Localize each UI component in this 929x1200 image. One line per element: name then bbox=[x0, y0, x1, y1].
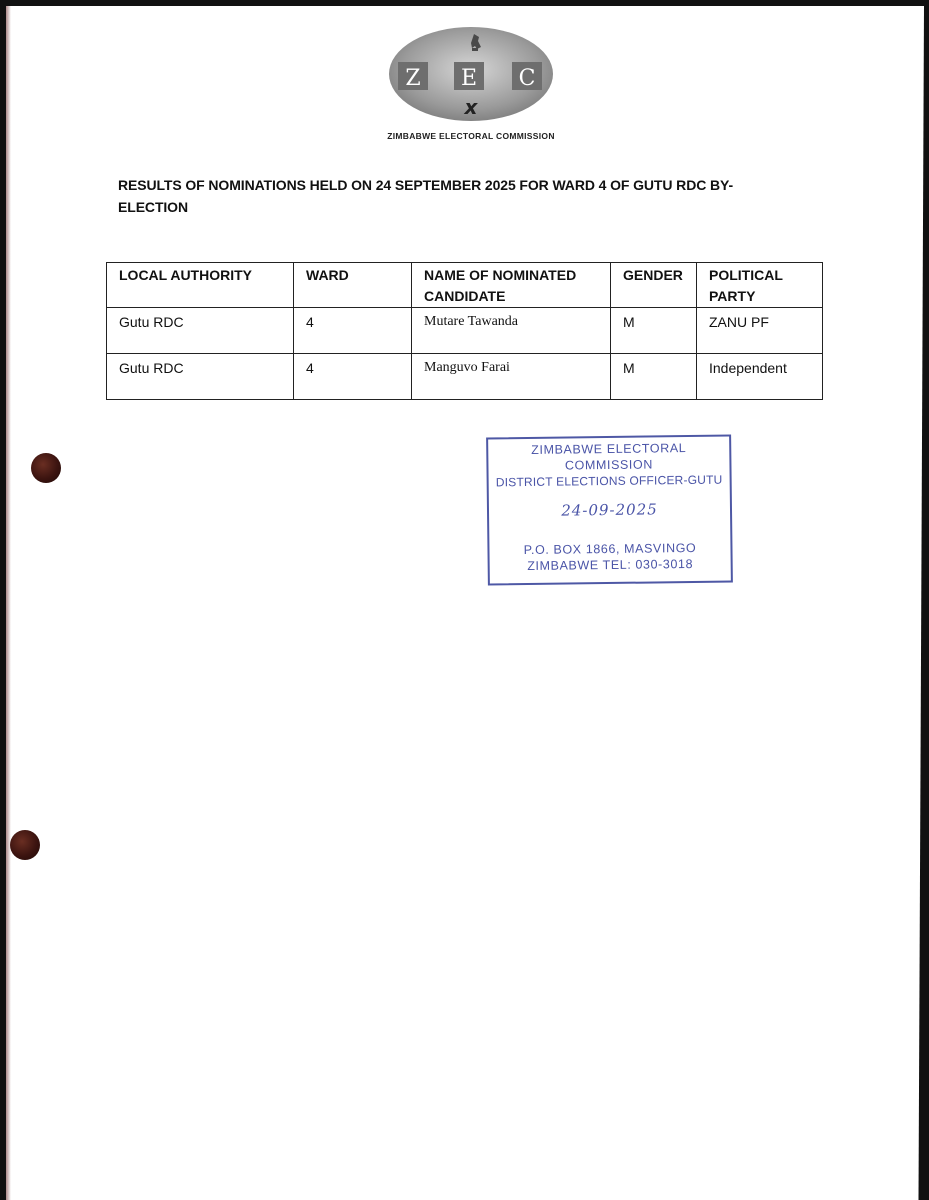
punch-hole bbox=[10, 830, 40, 860]
logo-letter-z: Z bbox=[405, 66, 421, 91]
document-title: RESULTS OF NOMINATIONS HELD ON 24 SEPTEMBER 2025 FOR WARD 4 OF GUTU RDC BY-ELECTION bbox=[118, 177, 734, 215]
header-political-party: POLITICAL PARTY bbox=[697, 263, 823, 308]
stamp-line-4: P.O. BOX 1866, MASVINGO bbox=[523, 540, 697, 558]
stamp-line-3: DISTRICT ELECTIONS OFFICER-GUTU bbox=[495, 472, 723, 490]
cell-gender: M bbox=[611, 354, 697, 400]
logo-letter-c: C bbox=[518, 66, 536, 91]
cell-ward: 4 bbox=[294, 308, 412, 354]
cell-political-party: Independent bbox=[697, 354, 823, 400]
stamp-line-2: COMMISSION bbox=[564, 457, 654, 473]
table-row bbox=[107, 354, 823, 400]
ballot-mark-icon: x bbox=[464, 95, 478, 119]
logo-commission-name: ZIMBABWE ELECTORAL COMMISSION bbox=[387, 131, 555, 141]
cell-local-authority: Gutu RDC bbox=[107, 354, 294, 400]
zec-logo bbox=[386, 24, 556, 124]
official-stamp bbox=[486, 435, 733, 586]
header-ward: WARD bbox=[294, 263, 412, 308]
table-row bbox=[107, 308, 823, 354]
cell-candidate-name: Manguvo Farai bbox=[412, 354, 611, 400]
cell-ward: 4 bbox=[294, 354, 412, 400]
cell-political-party: ZANU PF bbox=[697, 308, 823, 354]
punch-hole bbox=[31, 453, 61, 483]
cell-gender: M bbox=[611, 308, 697, 354]
page-edge-shadow bbox=[6, 6, 11, 1200]
cell-candidate-name: Mutare Tawanda bbox=[412, 308, 611, 354]
logo-letter-e: E bbox=[460, 66, 478, 91]
table-header-row bbox=[107, 263, 823, 308]
cell-local-authority: Gutu RDC bbox=[107, 308, 294, 354]
header-candidate-name: NAME OF NOMINATED CANDIDATE bbox=[412, 263, 611, 308]
header-gender: GENDER bbox=[611, 263, 697, 308]
header-local-authority: LOCAL AUTHORITY bbox=[107, 263, 294, 308]
nominations-table bbox=[106, 262, 823, 400]
stamp-line-5: ZIMBABWE TEL: 030-3018 bbox=[527, 556, 694, 574]
stamp-line-1: ZIMBABWE ELECTORAL bbox=[531, 441, 687, 457]
stamp-date: 24-09-2025 bbox=[561, 500, 658, 520]
